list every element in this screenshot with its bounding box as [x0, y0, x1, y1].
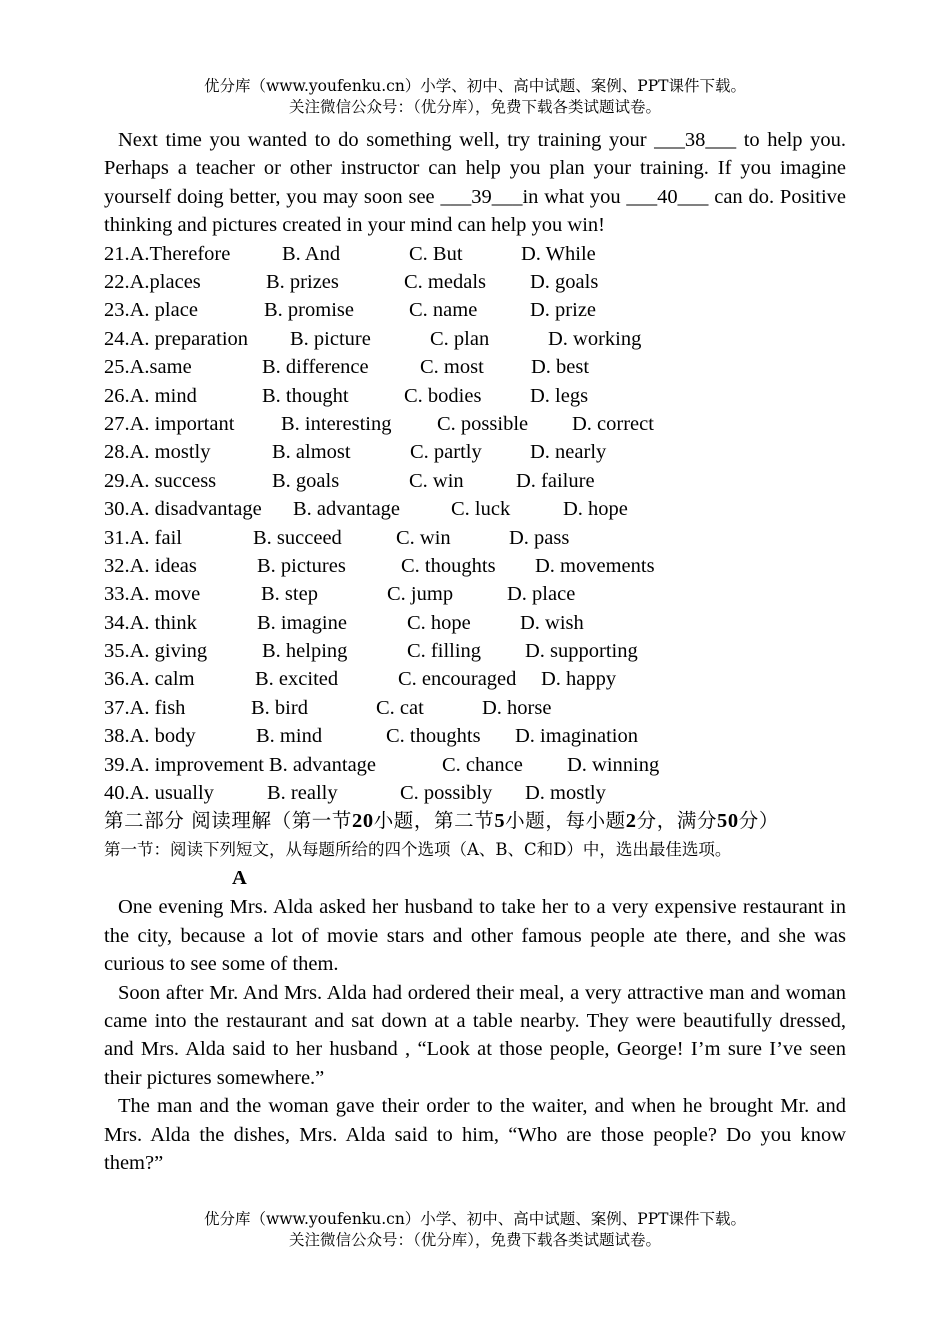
option-c: C. medals [404, 271, 486, 294]
footer-line-1: 优分库（www.youfenku.cn）小学、初中、高中试题、案例、PPT课件下载。 [203, 1210, 747, 1228]
option-d: D. failure [516, 469, 595, 492]
option-b: B. imagine [257, 611, 347, 634]
option-a: 25.A.same [104, 356, 192, 379]
option-c: C. partly [410, 441, 482, 464]
option-b: B. goals [272, 469, 340, 492]
option-c: C. most [420, 356, 484, 379]
option-b: B. picture [290, 327, 371, 350]
question-row [104, 609, 846, 637]
page-header [0, 76, 950, 118]
option-c: C. name [409, 299, 478, 322]
question-row [104, 240, 846, 268]
question-row [104, 467, 846, 495]
option-a: 26.A. mind [104, 384, 197, 407]
option-c: C. thoughts [386, 725, 481, 748]
section-title-text-5: 分） [738, 809, 779, 833]
question-row [104, 722, 846, 750]
option-a: 35.A. giving [104, 640, 208, 663]
option-a: 38.A. body [104, 725, 196, 748]
passage-paragraph: The man and the woman gave their order to the waiter, and when he brought Mr. and Mrs. Alda the dishes, Mrs. Alda said to him, “Who are those people? Do you know them?” [104, 1095, 846, 1175]
question-row [104, 325, 846, 353]
option-b: B. bird [251, 696, 308, 719]
option-d: D. pass [509, 526, 570, 549]
option-b: B. step [261, 583, 318, 606]
option-c: C. plan [430, 327, 490, 350]
page-footer [0, 1209, 950, 1251]
option-c: C. hope [407, 611, 471, 634]
option-b: B. almost [272, 441, 351, 464]
passage-paragraph: One evening Mrs. Alda asked her husband to take her to a very expensive restaurant in the city, because a lot of movie stars and other famous people ate there, and she was curious to see some of them. [104, 896, 846, 976]
option-d: D. wish [520, 611, 584, 634]
option-d: D. mostly [525, 782, 606, 805]
option-c: C. jump [387, 583, 454, 606]
question-row [104, 268, 846, 296]
option-a: 28.A. mostly [104, 441, 211, 464]
section-title-num-3: 2 [625, 810, 637, 833]
option-a: 21.A.Therefore [104, 242, 231, 265]
option-c: C. possibly [400, 782, 493, 805]
option-d: D. goals [530, 271, 599, 294]
option-d: D. happy [541, 668, 617, 691]
option-a: 33.A. move [104, 583, 201, 606]
option-a: 23.A. place [104, 299, 198, 322]
option-c: C. possible [437, 412, 529, 435]
question-row [104, 552, 846, 580]
option-c: C. thoughts [401, 554, 496, 577]
section-title-text-2: 小题，第二节 [373, 809, 495, 833]
option-b: B. promise [264, 299, 354, 322]
option-a: 39.A. improvement [104, 753, 264, 776]
option-a: 30.A. disadvantage [104, 498, 262, 521]
option-b: B. helping [262, 640, 348, 663]
option-b: B. prizes [266, 271, 339, 294]
passage-paragraph: Soon after Mr. And Mrs. Alda had ordered their meal, a very attractive man and woman came into the restaurant and sat down at a table nearby. They were beautifully dressed, and Mrs. Alda said to her husband , “Look at those people, George! I’m sure I’ve seen their pictures somewhere.” [104, 981, 846, 1089]
option-b: B. difference [262, 356, 369, 379]
question-list [104, 240, 846, 808]
intro-paragraph: Next time you wanted to do something well, try training your ___38___ to help you. Perhaps a teacher or other instructor can help you plan your training. If you imagine yourself doing better, you may soon see ___39___in what you ___40___ can do. Positive thinking and pictures created in your mind can help you win! [104, 129, 846, 237]
option-a: 40.A. usually [104, 782, 214, 805]
option-b: B. pictures [257, 554, 346, 577]
option-c: C. win [396, 526, 451, 549]
option-b: B. advantage [269, 753, 377, 776]
footer-line-2: 关注微信公众号：（优分库），免费下载各类试题试卷。 [288, 1231, 661, 1249]
option-a: 34.A. think [104, 611, 197, 634]
question-row [104, 779, 846, 807]
option-d: D. legs [530, 384, 589, 407]
option-c: C. cat [376, 696, 424, 719]
passage-label: A [232, 867, 247, 890]
option-a: 31.A. fail [104, 526, 182, 549]
question-row [104, 296, 846, 324]
option-c: C. bodies [404, 384, 482, 407]
section-instructions: 第一节：阅读下列短文，从每题所给的四个选项（A、B、C和D）中，选出最佳选项。 [104, 840, 732, 860]
option-d: D. supporting [525, 640, 638, 663]
option-b: B. interesting [281, 412, 392, 435]
option-d: D. best [531, 356, 590, 379]
option-a: 24.A. preparation [104, 327, 249, 350]
header-line-2: 关注微信公众号：（优分库），免费下载各类试题试卷。 [288, 98, 661, 116]
section-title-num-2: 5 [494, 810, 506, 833]
option-a: 36.A. calm [104, 668, 195, 691]
question-row [104, 353, 846, 381]
question-row [104, 580, 846, 608]
option-d: D. prize [530, 299, 597, 322]
option-c: C. win [409, 469, 464, 492]
header-line-1: 优分库（www.youfenku.cn）小学、初中、高中试题、案例、PPT课件下载。 [203, 77, 747, 95]
question-row [104, 694, 846, 722]
option-c: C. chance [442, 753, 523, 776]
option-d: D. movements [535, 554, 655, 577]
option-d: D. imagination [515, 725, 638, 748]
option-a: 32.A. ideas [104, 554, 197, 577]
option-c: C. But [409, 242, 463, 265]
option-d: D. While [521, 242, 596, 265]
option-b: B. thought [262, 384, 349, 407]
option-a: 22.A.places [104, 271, 201, 294]
option-c: C. encouraged [398, 668, 517, 691]
option-c: C. luck [451, 498, 511, 521]
question-row [104, 665, 846, 693]
section-title-text-4: 分，满分 [636, 809, 718, 833]
question-row [104, 382, 846, 410]
option-d: D. nearly [530, 441, 607, 464]
section-title-num-1: 20 [352, 810, 374, 833]
question-row [104, 438, 846, 466]
option-b: B. really [267, 782, 338, 805]
option-d: D. winning [567, 753, 660, 776]
question-row [104, 637, 846, 665]
option-c: C. filling [407, 640, 482, 663]
option-d: D. horse [482, 696, 552, 719]
option-a: 29.A. success [104, 469, 217, 492]
option-d: D. hope [563, 498, 628, 521]
option-a: 27.A. important [104, 412, 235, 435]
question-row [104, 495, 846, 523]
question-row [104, 524, 846, 552]
option-b: B. And [282, 242, 341, 265]
option-a: 37.A. fish [104, 696, 186, 719]
option-b: B. succeed [253, 526, 342, 549]
option-b: B. excited [255, 668, 339, 691]
option-d: D. working [548, 327, 642, 350]
question-row [104, 410, 846, 438]
option-b: B. mind [256, 725, 323, 748]
section-title-text-3: 小题，每小题 [505, 809, 626, 833]
option-d: D. place [507, 583, 576, 606]
document-body [104, 126, 846, 1178]
section-title-num-4: 50 [717, 810, 739, 833]
option-d: D. correct [572, 412, 654, 435]
section-title-text-1: 第二部分 阅读理解（第一节 [104, 809, 352, 833]
question-row [104, 751, 846, 779]
option-b: B. advantage [293, 498, 401, 521]
section-title [104, 807, 846, 835]
